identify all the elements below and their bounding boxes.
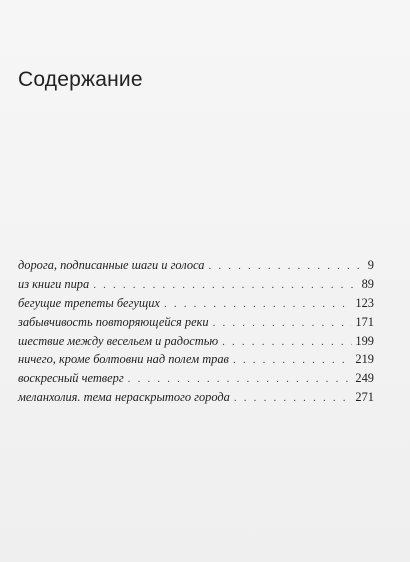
toc-entry-page: 249 bbox=[355, 371, 374, 386]
toc-entry-page: 89 bbox=[361, 276, 374, 291]
toc-entry bbox=[18, 258, 374, 277]
toc-leader-dots bbox=[128, 373, 353, 385]
toc-leader-dots bbox=[222, 336, 352, 348]
toc-entry bbox=[18, 390, 374, 409]
toc-leader-dots bbox=[93, 279, 358, 291]
toc-entry-page: 9 bbox=[367, 258, 374, 272]
table-of-contents bbox=[18, 258, 374, 409]
toc-leader-dots bbox=[164, 298, 352, 310]
toc-entry bbox=[18, 352, 374, 371]
toc-leader-dots bbox=[233, 354, 352, 366]
toc-entry bbox=[18, 277, 374, 296]
toc-leader-dots bbox=[213, 317, 353, 329]
toc-entry bbox=[18, 371, 374, 390]
toc-entry-title: бегущие трепеты бегущих bbox=[18, 295, 160, 310]
toc-entry bbox=[18, 296, 374, 315]
toc-entry-title: из книги пира bbox=[18, 276, 90, 291]
toc-entry-title: забывчивость повторяющейся реки bbox=[18, 314, 209, 329]
toc-entry-page: 123 bbox=[355, 295, 374, 310]
toc-entry-title: дорога, подписанные шаги и голоса bbox=[18, 258, 205, 272]
toc-entry bbox=[18, 315, 374, 334]
toc-entry-title: воскресный четверг bbox=[18, 371, 124, 386]
toc-entry-title: ничего, кроме болтовни над полем трав bbox=[18, 352, 229, 367]
toc-entry-page: 171 bbox=[355, 314, 374, 329]
page-title: Содержание bbox=[18, 68, 143, 91]
toc-leader-dots bbox=[208, 260, 361, 272]
toc-leader-dots bbox=[234, 392, 353, 404]
toc-entry-title: шествие между весельем и радостью bbox=[18, 333, 219, 348]
toc-entry-title: меланхолия. тема нераскрытого города bbox=[18, 390, 230, 405]
toc-entry-page: 219 bbox=[355, 352, 374, 367]
toc-entry bbox=[18, 334, 374, 353]
toc-entry-page: 271 bbox=[355, 390, 374, 405]
toc-entry-page: 199 bbox=[355, 333, 374, 348]
